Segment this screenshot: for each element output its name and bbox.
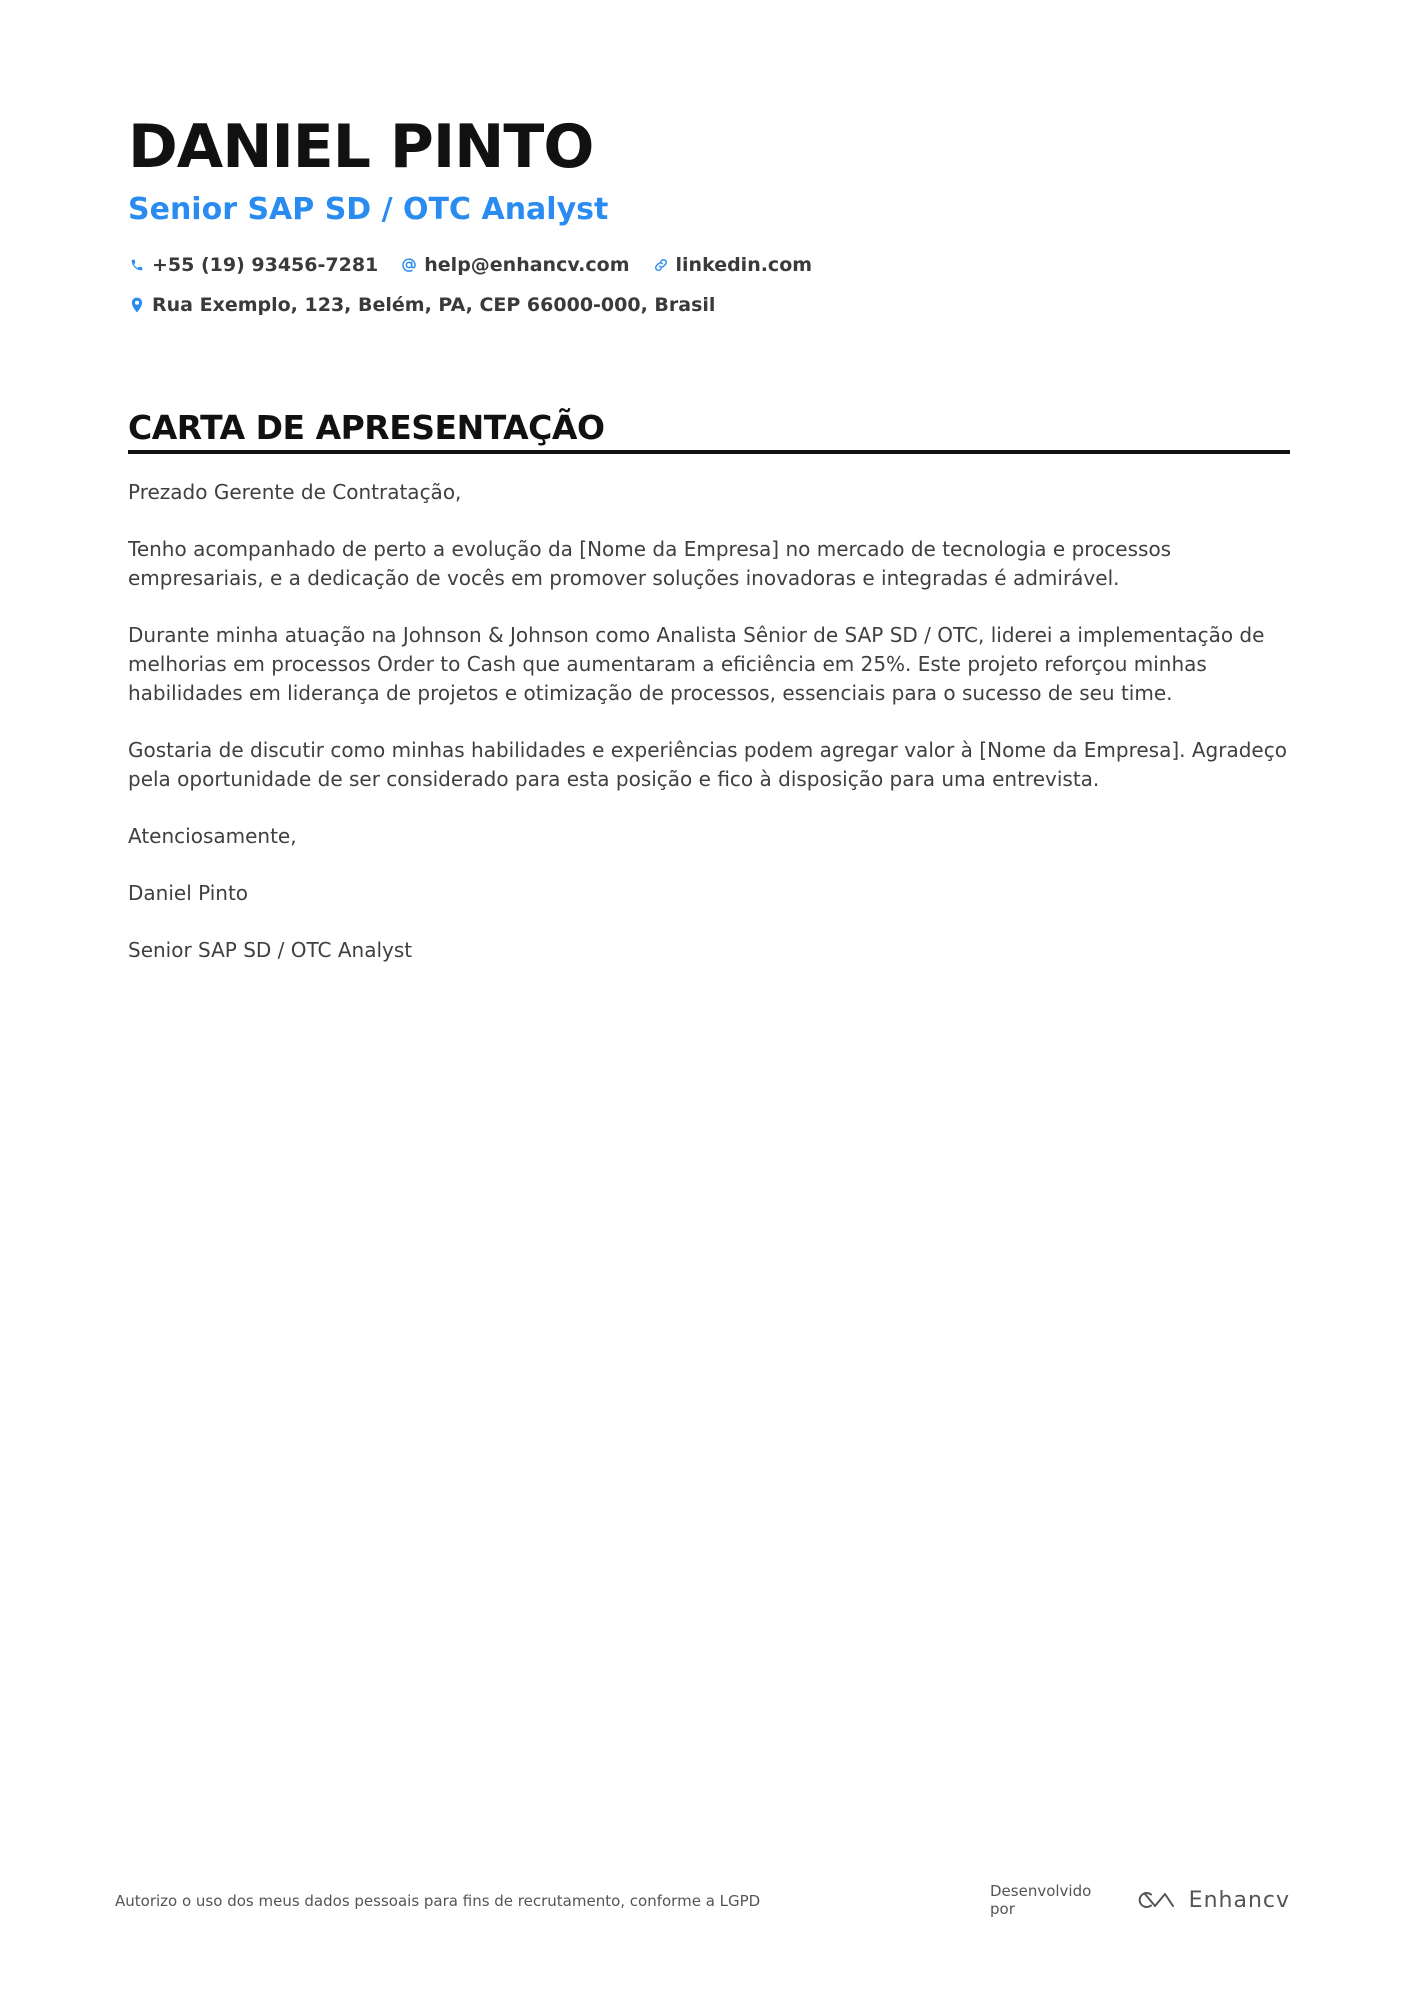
enhancv-logo-icon: [1131, 1888, 1177, 1912]
phone-contact[interactable]: [128, 254, 378, 276]
address-row: [128, 290, 1288, 320]
phone-icon: [128, 256, 146, 274]
letter-paragraph: Tenho acompanhado de perto a evolução da [Nome da Empresa] no mercado de tecnologia e processos empresariais, e a dedicação de vocês em promover soluções inovadoras e integradas é admirável.: [128, 537, 1172, 590]
email-text: help@enhancv.com: [424, 254, 630, 276]
candidate-title: Senior SAP SD / OTC Analyst: [128, 192, 609, 227]
address-text: Rua Exemplo, 123, Belém, PA, CEP 66000-000, Brasil: [152, 294, 716, 316]
address-contact: [128, 294, 715, 316]
location-pin-icon: [128, 296, 146, 314]
cover-letter-section-header: [128, 408, 1290, 454]
brand-name: Enhancv: [1188, 1887, 1290, 1913]
link-icon: [652, 256, 670, 274]
letter-body: [128, 478, 1293, 993]
closing: Atenciosamente,: [128, 824, 297, 848]
header: [128, 108, 1288, 320]
powered-by-label: Desenvolvido por: [990, 1882, 1092, 1918]
phone-text: +55 (19) 93456-7281: [152, 254, 379, 276]
email-contact[interactable]: [400, 254, 629, 276]
website-contact[interactable]: [652, 254, 813, 276]
contact-row: [128, 250, 1288, 280]
candidate-name: DANIEL PINTO: [128, 112, 594, 182]
powered-by[interactable]: [990, 1880, 1290, 1920]
consent-note: Autorizo o uso dos meus dados pessoais para fins de recrutamento, conforme a LGPD: [115, 1892, 761, 1910]
at-icon: [400, 256, 418, 274]
signature-title: Senior SAP SD / OTC Analyst: [128, 938, 413, 962]
website-text: linkedin.com: [675, 254, 813, 276]
salutation: Prezado Gerente de Contratação,: [128, 480, 462, 504]
signature-name: Daniel Pinto: [128, 881, 249, 905]
letter-paragraph: Gostaria de discutir como minhas habilidades e experiências podem agregar valor à [Nome da Empresa]. Agradeço pela oportunidade de ser considerado para esta posição e fico à disposição para uma entrevista.: [128, 738, 1287, 791]
section-title: CARTA DE APRESENTAÇÃO: [128, 408, 605, 447]
section-divider: [128, 450, 1290, 454]
letter-paragraph: Durante minha atuação na Johnson & Johnson como Analista Sênior de SAP SD / OTC, liderei a implementação de melhorias em processos Order to Cash que aumentaram a eficiência em 25%. Este projeto reforçou minhas habilidades em liderança de projetos e otimização de processos, essenciais para o sucesso de seu time.: [128, 623, 1265, 705]
